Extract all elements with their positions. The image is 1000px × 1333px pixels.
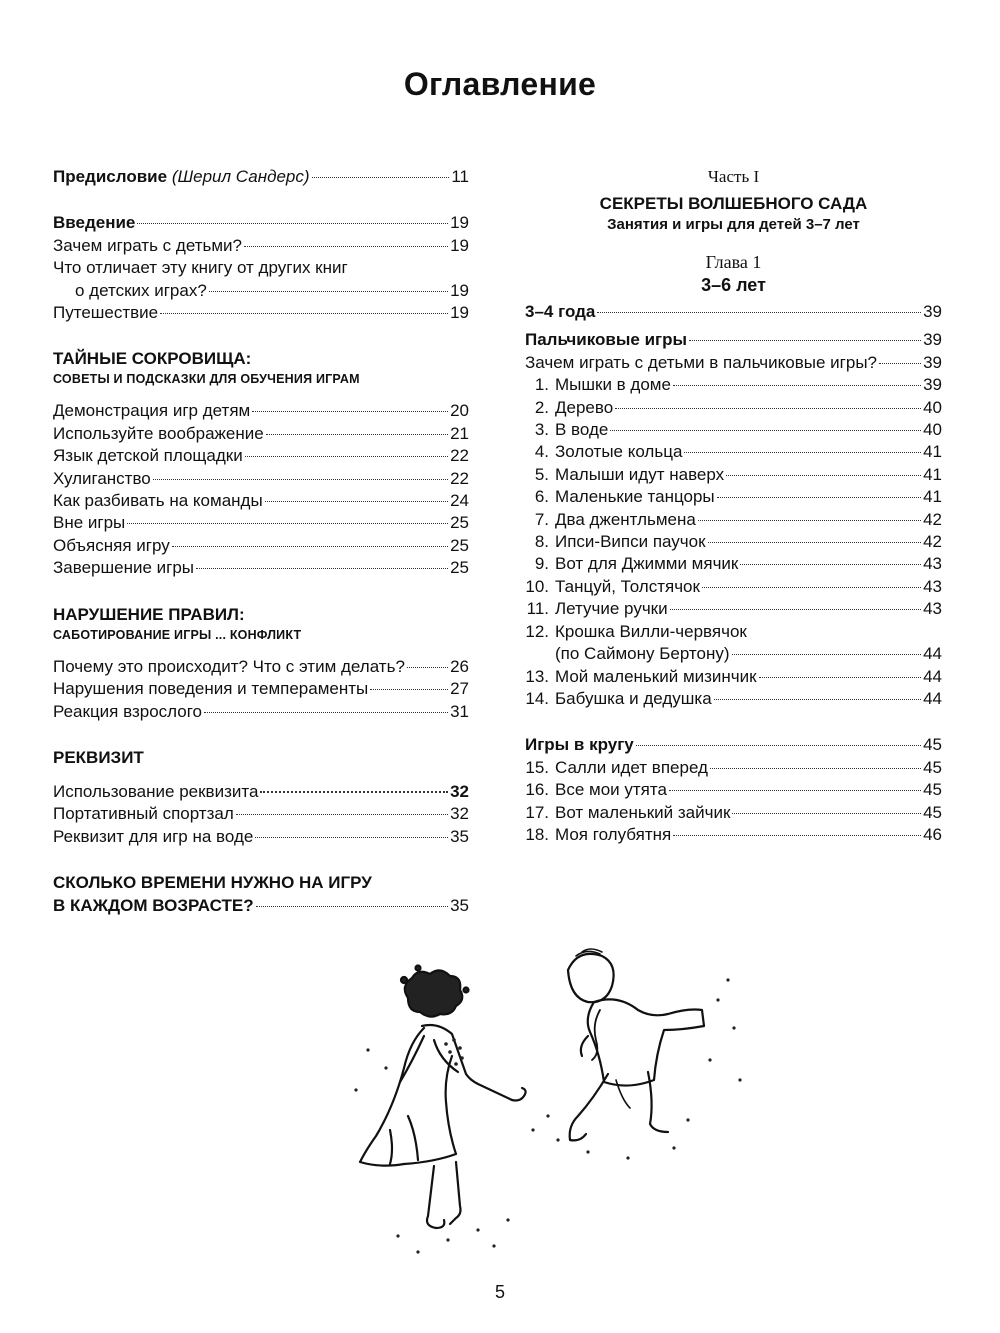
section-heading: НАРУШЕНИЕ ПРАВИЛ: [53, 604, 245, 624]
toc-entry-label: Все мои утята [555, 780, 667, 800]
leader-dots [714, 699, 921, 700]
game-number: 3. [534, 420, 549, 440]
toc-entry-page: 22 [450, 446, 469, 466]
game-number: 8. [534, 532, 549, 552]
leader-dots [256, 906, 448, 907]
toc-entry-page: 19 [450, 213, 469, 233]
leader-dots [615, 408, 921, 409]
leader-dots [196, 568, 448, 569]
game-number: 5. [534, 464, 549, 484]
part-label: Часть I [707, 167, 760, 186]
toc-entry[interactable] [53, 490, 469, 512]
toc-entry-label: Танцуй, Толстячок [555, 576, 700, 596]
toc-entry-line [525, 621, 942, 643]
toc-entry-page: 19 [450, 280, 469, 300]
game-number: 9. [534, 554, 549, 574]
toc-entry-label: Вне игры [53, 513, 126, 533]
toc-entry-page: 41 [923, 464, 942, 484]
toc-entry-game[interactable] [525, 397, 942, 419]
toc-entry-page: 35 [450, 826, 469, 846]
section-heading: СКОЛЬКО ВРЕМЕНИ НУЖНО НА ИГРУ [53, 873, 372, 893]
game-number: 4. [534, 442, 549, 462]
toc-entry[interactable] [53, 781, 469, 803]
leader-dots [879, 363, 921, 364]
toc-entry-label: Вот для Джимми мячик [555, 554, 739, 574]
leader-dots [740, 564, 921, 565]
section-subheading: САБОТИРОВАНИЕ ИГРЫ ... КОНФЛИКТ [53, 627, 302, 642]
toc-entry-label: Бабушка и дедушка [555, 688, 712, 708]
toc-entry-page: 45 [923, 735, 942, 755]
toc-entry[interactable] [53, 445, 469, 467]
toc-entry-page: 32 [450, 804, 469, 824]
toc-entry-preface[interactable] [53, 166, 469, 188]
game-number: 14. [525, 688, 549, 708]
toc-entry[interactable] [53, 803, 469, 825]
page-number: 5 [494, 1282, 505, 1302]
toc-entry-label: Летучие ручки [555, 599, 668, 619]
toc-entry-page: 40 [923, 397, 942, 417]
toc-entry-label: Игры в кругу [525, 735, 634, 755]
toc-entry-page: 41 [923, 442, 942, 462]
toc-entry-page: 42 [923, 509, 942, 529]
toc-entry-page: 32 [450, 781, 469, 801]
toc-entry-page: 45 [923, 780, 942, 800]
toc-entry-line: Что отличает эту книгу от других книг [53, 258, 348, 278]
toc-entry-page: 25 [450, 535, 469, 555]
toc-entry-label-line1: Крошка Вилли-червячок [555, 621, 747, 641]
toc-entry-game[interactable] [525, 802, 942, 824]
toc-entry-label: Зачем играть с детьми? [53, 235, 242, 255]
leader-dots [209, 291, 448, 292]
toc-entry-label: Малыши идут наверх [555, 464, 725, 484]
toc-entry-circle-games[interactable] [525, 734, 942, 756]
ground-speckles [354, 978, 741, 1253]
toc-entry-page: 39 [923, 302, 942, 321]
toc-entry[interactable] [53, 235, 469, 257]
toc-entry-label: Путешествие [53, 303, 159, 323]
game-number: 10. [525, 576, 549, 596]
toc-entry-game[interactable] [525, 419, 942, 441]
toc-entry-page: 25 [450, 558, 469, 578]
toc-entry[interactable] [53, 557, 469, 579]
toc-entry-label: Как разбивать на команды [53, 491, 263, 511]
part-subtitle: Занятия и игры для детей 3–7 лет [607, 216, 860, 233]
girl-figure [360, 966, 526, 1229]
section-heading: РЕКВИЗИТ [53, 747, 144, 767]
toc-entry[interactable] [53, 423, 469, 445]
leader-dots [266, 434, 448, 435]
leader-dots [610, 430, 921, 431]
toc-entry-time[interactable] [53, 894, 469, 918]
toc-entry-label: В КАЖДОМ ВОЗРАСТЕ? [53, 896, 254, 916]
toc-entry-age[interactable] [525, 301, 942, 323]
leader-dots [312, 177, 450, 178]
leader-dots [137, 223, 448, 224]
toc-entry-label: Используйте воображение [53, 423, 264, 443]
toc-entry-page: 43 [923, 599, 942, 619]
toc-entry-label: Почему это происходит? Что с этим делать? [53, 656, 405, 676]
toc-entry-game[interactable] [525, 757, 942, 779]
leader-dots [236, 814, 448, 815]
toc-entry-page: 22 [450, 468, 469, 488]
toc-entry-page: 39 [923, 352, 942, 372]
section-heading: ТАЙНЫЕ СОКРОВИЩА: [53, 349, 252, 369]
toc-entry-game[interactable] [525, 509, 942, 531]
leader-dots [160, 313, 448, 314]
toc-entry-label: Реакция взрослого [53, 701, 202, 721]
toc-right-column [525, 166, 942, 846]
leader-dots [244, 246, 448, 247]
toc-entry-page: 46 [923, 824, 942, 844]
toc-entry-label: Золотые кольца [555, 442, 683, 462]
toc-entry-page: 44 [923, 644, 942, 664]
toc-entry[interactable] [53, 400, 469, 422]
toc-entry-label: Зачем играть с детьми в пальчиковые игры? [525, 352, 877, 372]
part-title: СЕКРЕТЫ ВОЛШЕБНОГО САДА [599, 194, 868, 213]
section-subheading: СОВЕТЫ И ПОДСКАЗКИ ДЛЯ ОБУЧЕНИЯ ИГРАМ [53, 372, 360, 387]
toc-left-column [53, 166, 469, 918]
toc-entry-label: Реквизит для игр на воде [53, 826, 254, 846]
leader-dots [153, 479, 448, 480]
leader-dots [702, 587, 921, 588]
game-number: 13. [525, 666, 549, 686]
toc-entry-game[interactable] [525, 464, 942, 486]
toc-entry-page: 21 [450, 423, 469, 443]
toc-entry-page: 44 [923, 666, 942, 686]
toc-entry[interactable] [53, 826, 469, 848]
toc-entry-page: 45 [923, 757, 942, 777]
toc-entry-label: Ипси-Випси паучок [555, 532, 706, 552]
toc-entry-page: 26 [450, 656, 469, 676]
leader-dots [370, 689, 448, 690]
page-title: Оглавление [403, 66, 597, 102]
toc-entry[interactable] [53, 280, 469, 302]
toc-entry-label: Моя голубятня [555, 824, 672, 844]
toc-entry-page: 35 [450, 896, 469, 916]
toc-entry-game[interactable] [525, 576, 942, 598]
toc-entry-page: 44 [923, 688, 942, 708]
toc-entry-label: Введение [53, 213, 136, 233]
leader-dots [252, 411, 448, 412]
leader-dots [670, 609, 921, 610]
toc-entry-label: Предисловие [53, 167, 168, 186]
toc-entry-page: 25 [450, 513, 469, 533]
toc-entry-game[interactable] [525, 643, 942, 665]
toc-entry-game[interactable] [525, 531, 942, 553]
toc-entry-label: Пальчиковые игры [525, 330, 687, 350]
toc-entry-game[interactable] [525, 779, 942, 801]
leader-dots [172, 546, 448, 547]
toc-entry-label: Завершение игры [53, 558, 194, 578]
toc-entry-game[interactable] [525, 688, 942, 710]
toc-entry-label: Демонстрация игр детям [53, 401, 251, 421]
toc-entry-label: Использование реквизита [53, 781, 259, 801]
toc-entry-game[interactable] [525, 666, 942, 688]
leader-dots [127, 523, 448, 524]
leader-dots [204, 712, 448, 713]
toc-entry[interactable] [53, 701, 469, 723]
toc-entry-label: Портативный спортзал [53, 804, 234, 824]
toc-entry[interactable] [53, 512, 469, 534]
toc-entry-page: 11 [451, 167, 469, 186]
game-number: 6. [534, 487, 549, 507]
leader-dots [732, 654, 922, 655]
toc-entry-label: (по Саймону Бертону) [555, 644, 730, 664]
leader-dots [245, 456, 448, 457]
toc-entry-game[interactable] [525, 598, 942, 620]
toc-entry-game[interactable] [525, 553, 942, 575]
toc-entry-label: Салли идет вперед [555, 757, 708, 777]
leader-dots [673, 385, 921, 386]
leader-dots [636, 745, 921, 746]
children-playing-illustration [338, 940, 758, 1270]
toc-entry-page: 27 [450, 679, 469, 699]
toc-entry-page: 40 [923, 420, 942, 440]
boy-figure [568, 949, 704, 1140]
toc-entry-label: 3–4 года [525, 302, 596, 321]
leader-dots [597, 312, 921, 313]
toc-entry[interactable] [53, 656, 469, 678]
game-number: 1. [534, 375, 549, 395]
toc-entry[interactable] [53, 678, 469, 700]
toc-entry-page: 43 [923, 554, 942, 574]
toc-entry-label: Хулиганство [53, 468, 151, 488]
toc-entry-label: В воде [555, 420, 609, 440]
toc-entry-label: Дерево [555, 397, 614, 417]
toc-entry[interactable] [53, 468, 469, 490]
leader-dots [684, 452, 921, 453]
toc-entry-page: 20 [450, 401, 469, 421]
leader-dots [689, 340, 921, 341]
toc-entry-page: 31 [450, 701, 469, 721]
game-number: 12. [525, 621, 549, 641]
toc-entry-page: 39 [923, 375, 942, 395]
game-number: 2. [534, 397, 549, 417]
toc-entry-page: 41 [923, 487, 942, 507]
toc-entry-game[interactable] [525, 441, 942, 463]
toc-entry-page: 43 [923, 576, 942, 596]
toc-entry-page: 24 [450, 491, 469, 511]
toc-entry-label: Объясняя игру [53, 535, 170, 555]
leader-dots [732, 813, 921, 814]
game-number: 7. [534, 509, 549, 529]
toc-entry-intro[interactable] [53, 212, 469, 234]
toc-entry-page: 39 [923, 330, 942, 350]
game-number: 17. [525, 802, 549, 822]
toc-entry-page: 42 [923, 532, 942, 552]
toc-entry-finger-games[interactable] [525, 329, 942, 351]
leader-dots [669, 790, 921, 791]
game-number: 18. [525, 824, 549, 844]
toc-entry-page: 45 [923, 802, 942, 822]
chapter-title: 3–6 лет [701, 275, 766, 295]
leader-dots [717, 497, 921, 498]
toc-entry-label: Два джентльмена [555, 509, 696, 529]
leader-dots [255, 837, 448, 838]
leader-dots [673, 835, 921, 836]
toc-entry-game[interactable] [525, 824, 942, 846]
toc-entry-label: Мышки в доме [555, 375, 671, 395]
toc-entry-label: о детских играх? [75, 280, 207, 300]
leader-dots [726, 475, 921, 476]
toc-entry-author: (Шерил Сандерс) [171, 167, 310, 186]
toc-entry-label: Язык детской площадки [53, 446, 243, 466]
game-number: 16. [525, 780, 549, 800]
toc-entry-game[interactable] [525, 486, 942, 508]
game-number: 15. [525, 757, 549, 777]
leader-dots [260, 791, 448, 793]
toc-entry-label: Вот маленький зайчик [555, 802, 731, 822]
leader-dots [698, 520, 921, 521]
toc-entry-label: Нарушения поведения и темпераменты [53, 679, 369, 699]
toc-entry[interactable] [53, 535, 469, 557]
leader-dots [265, 501, 448, 502]
toc-entry-page: 19 [450, 303, 469, 323]
leader-dots [708, 542, 922, 543]
chapter-label: Глава 1 [705, 252, 762, 272]
leader-dots [759, 677, 921, 678]
toc-entry[interactable] [525, 352, 942, 374]
toc-entry-label: Мой маленький мизинчик [555, 666, 757, 686]
toc-entry-label: Маленькие танцоры [555, 487, 715, 507]
toc-entry[interactable] [53, 302, 469, 324]
game-number: 11. [526, 599, 549, 619]
toc-entry-page: 19 [450, 235, 469, 255]
leader-dots [710, 768, 921, 769]
leader-dots [407, 667, 448, 668]
toc-entry-game[interactable] [525, 374, 942, 396]
